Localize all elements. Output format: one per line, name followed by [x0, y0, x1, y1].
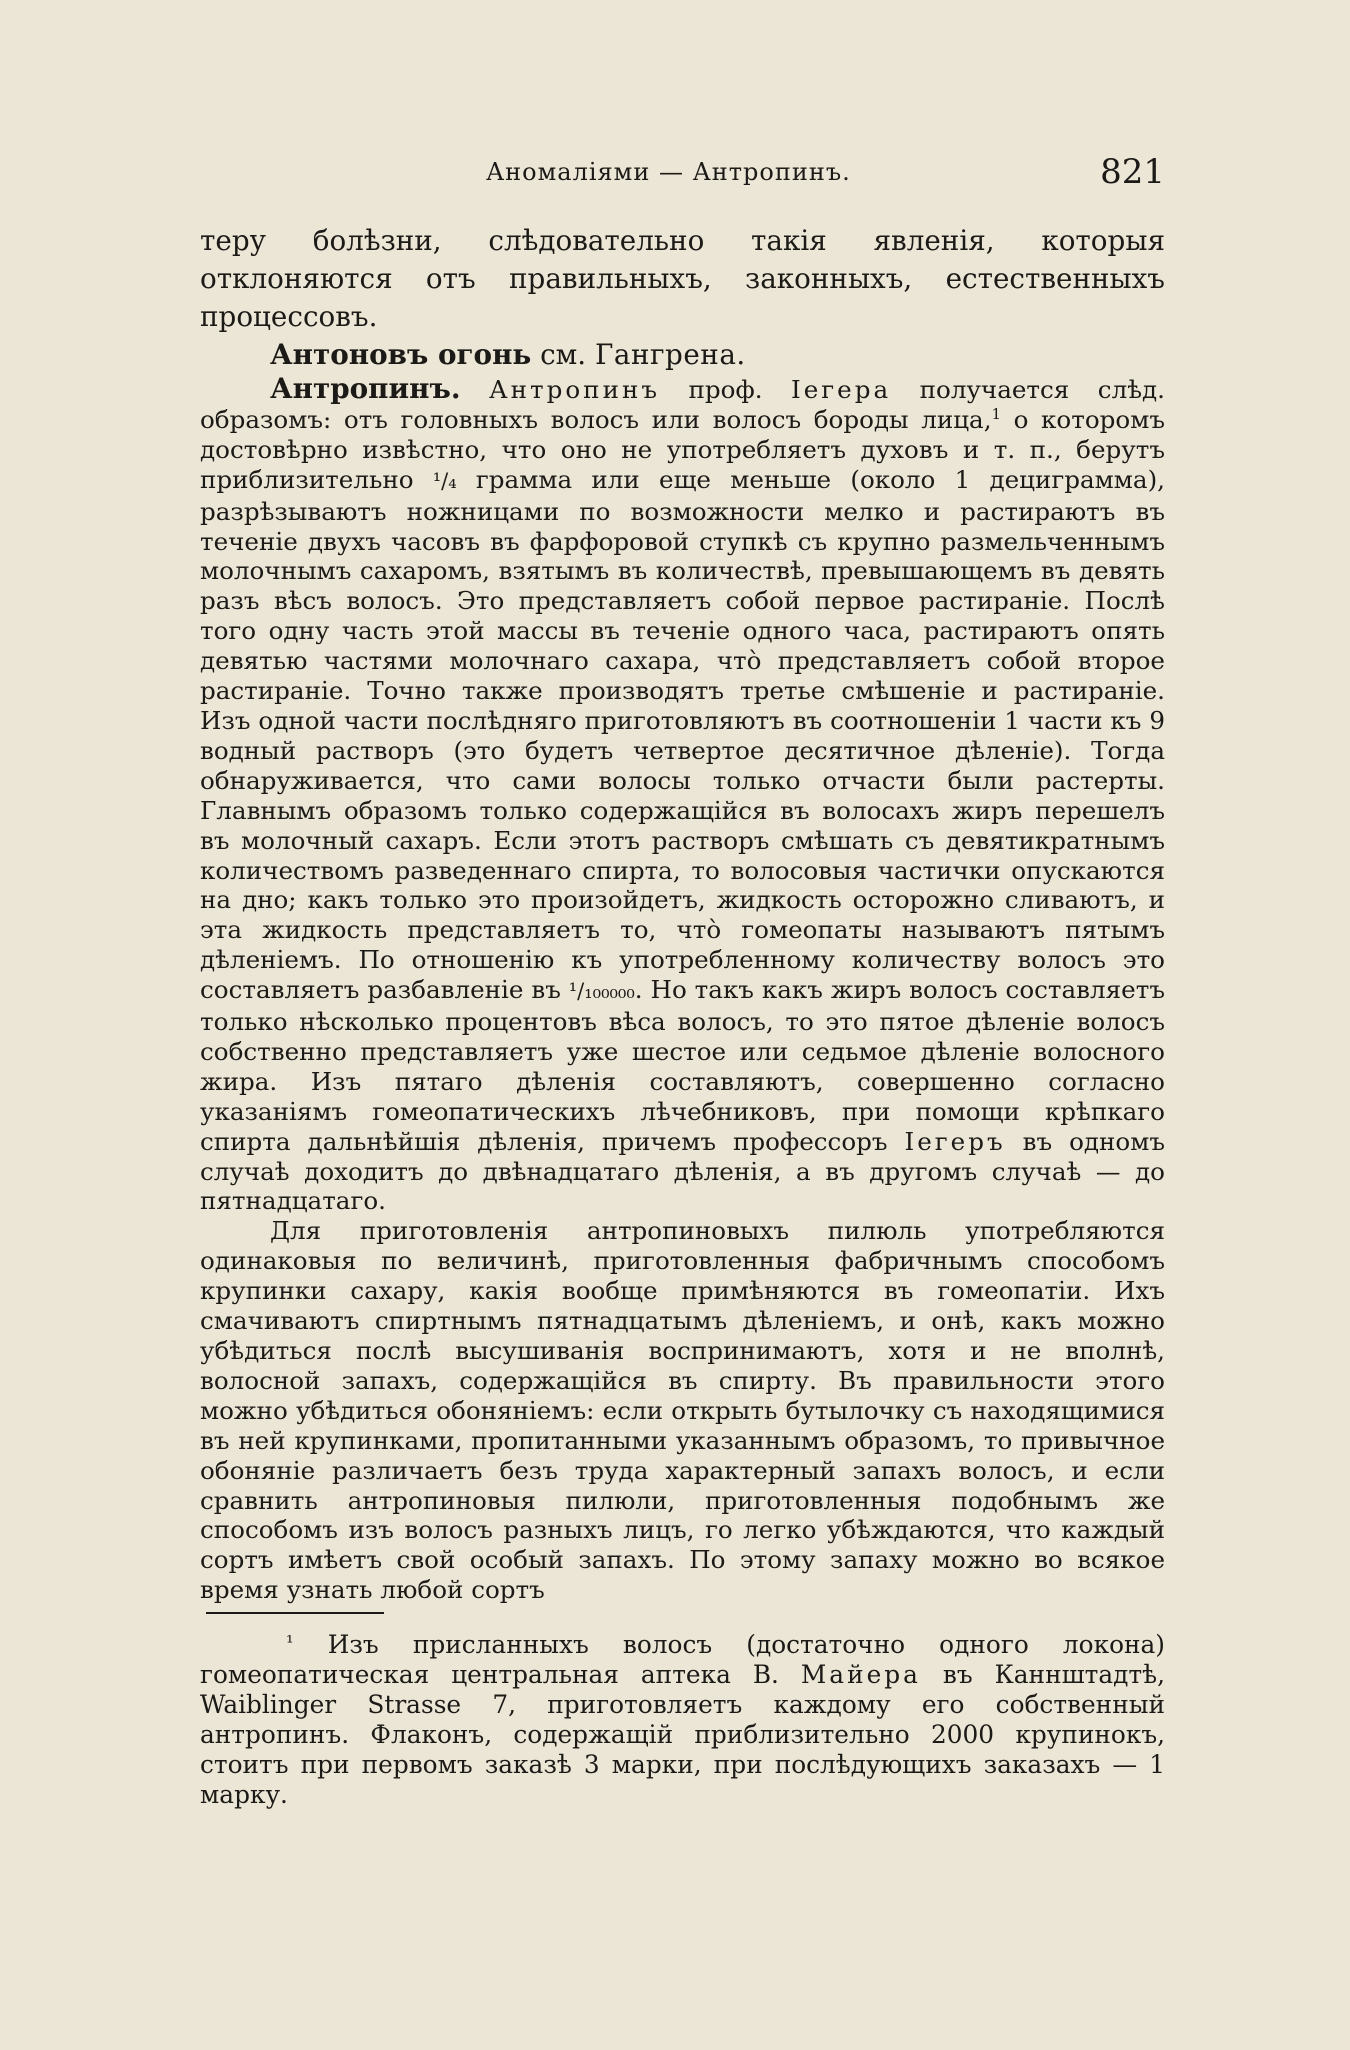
spaced-name: Майера	[800, 1660, 921, 1689]
page-header	[200, 152, 1165, 196]
headword-antonov-ogon: Антоновъ огонь	[270, 338, 532, 371]
page-number: 821	[1100, 152, 1165, 192]
page-body	[200, 222, 1165, 1605]
text-run: проф.	[660, 375, 792, 404]
cross-reference-gangrena: Гангрена.	[594, 338, 746, 371]
footnote-text	[200, 1628, 1165, 1810]
entry-antropin-paragraph-1	[200, 374, 1165, 1216]
entry-antonov-ogon	[200, 336, 1165, 374]
footnote-mark: ¹	[286, 1632, 294, 1654]
text-run: . Но такъ какъ жиръ волосъ составляетъ только нѣсколько процентовъ вѣса волосъ, то это пятое дѣленіе волосъ собственно представляетъ уже шестое или седьмое дѣленіе волосного жира. Изъ пятаго дѣленія составляютъ, совершенно согласно указаніямъ гомеопатическихъ лѣчебниковъ, при помощи крѣпкаго спирта дальнѣйшія дѣленія, причемъ профессоръ	[200, 975, 1165, 1156]
text-run: Изъ присланныхъ волосъ (достаточно одного локона) гомеопатическая центральная аптека В.	[200, 1630, 1165, 1689]
fraction: ¹/₁₀₀₀₀₀	[568, 979, 635, 1004]
text-run: въ одномъ случаѣ доходитъ до двѣнадцатаго дѣленія, а въ другомъ случаѣ — до пятнадцатаго.	[200, 1126, 1166, 1216]
footnote-separator	[206, 1612, 384, 1614]
spaced-name: Іегеръ	[904, 1126, 1006, 1156]
intro-paragraph: теру болѣзни, слѣдовательно такія явленія, которыя отклоняются отъ правильныхъ, законныхъ, естественныхъ процессовъ.	[200, 224, 1165, 333]
text-run: о которомъ достовѣрно извѣстно, что оно не употребляетъ духовъ и т. п., берутъ приблизительно	[200, 404, 1165, 494]
text-run: получается слѣд. образомъ: отъ головныхъ волосъ или волосъ бороды лица,	[200, 375, 1165, 434]
text-run: въ Каннштадтѣ, Waiblinger Strasse 7, приготовляетъ каждому его собственный антропинъ. Флаконъ, содержащій приблизительно 2000 крупинокъ, стоитъ при первомъ заказѣ 3 марки, при послѣдующихъ заказахъ — 1 марку.	[200, 1660, 1165, 1809]
fraction: ¹/₄	[432, 468, 457, 493]
spaced-name: Іегера	[791, 375, 892, 404]
footnote	[200, 1628, 1165, 1810]
see-reference: см.	[531, 338, 595, 371]
text-run: грамма или еще меньше (около 1 дециграмма), разрѣзываютъ ножницами по возможности мелко и растираютъ въ теченіе двухъ часовъ въ фарфоровой ступкѣ съ крупно размельченнымъ молочнымъ сахаромъ, взятымъ въ количествѣ, превышающемъ въ девять разъ вѣсъ волосъ. Это представляетъ собой первое растираніе. Послѣ того одну часть этой массы въ теченіе одного часа, растираютъ опять девятью частями молочнаго сахара, что̀ представляетъ собой второе растираніе. Точно также производятъ третье смѣшеніе и растираніе. Изъ одной части послѣдняго приготовляютъ въ соотношеніи 1 части къ 9 водный растворъ (это будетъ четвертое десятичное дѣленіе). Тогда обнаруживается, что сами волосы только отчасти были растерты. Главнымъ образомъ только содержащійся въ волосахъ жиръ перешелъ въ молочный сахаръ. Если этотъ растворъ смѣшать съ девятикратнымъ количествомъ разведеннаго спирта, то волосовыя частички опускаются на дно; какъ только это произойдетъ, жидкость осторожно сливаютъ, и эта жидкость представляетъ то, что̀ гомеопаты называютъ пятымъ дѣленіемъ. По отношенію къ употребленному количеству волосъ это составляетъ разбавленіе въ	[200, 464, 1166, 1005]
footnote-reference: 1	[991, 404, 1002, 423]
entry-antropin-paragraph-2: Для приготовленія антропиновыхъ пилюль употребляются одинаковыя по величинѣ, приготовленныя фабричнымъ способомъ крупинки сахару, какія вообще примѣняются въ гомеопатіи. Ихъ смачиваютъ спиртнымъ пятнадцатымъ дѣленіемъ, и онѣ, какъ можно убѣдиться послѣ высушиванія воспринимаютъ, хотя и не вполнѣ, волосной запахъ, содержащійся въ спирту. Въ правильности этого можно убѣдиться обоняніемъ: если открыть бутылочку съ находящимися въ ней крупинками, пропитанными указаннымъ образомъ, то привычное обоняніе различаетъ безъ труда характерный запахъ волосъ, и если сравнить антропиновыя пилюли, приготовленныя подобнымъ же способомъ изъ волосъ разныхъ лицъ, го легко убѣждаются, что каждый сортъ имѣетъ свой особый запахъ. По этому запаху можно во всякое время узнать любой сортъ	[200, 1216, 1165, 1605]
headword-antropin: Антропинъ.	[270, 372, 461, 405]
spaced-term: Антропинъ	[489, 375, 660, 404]
running-title: Аномаліями — Антропинъ.	[486, 158, 851, 186]
text-run	[461, 375, 490, 404]
